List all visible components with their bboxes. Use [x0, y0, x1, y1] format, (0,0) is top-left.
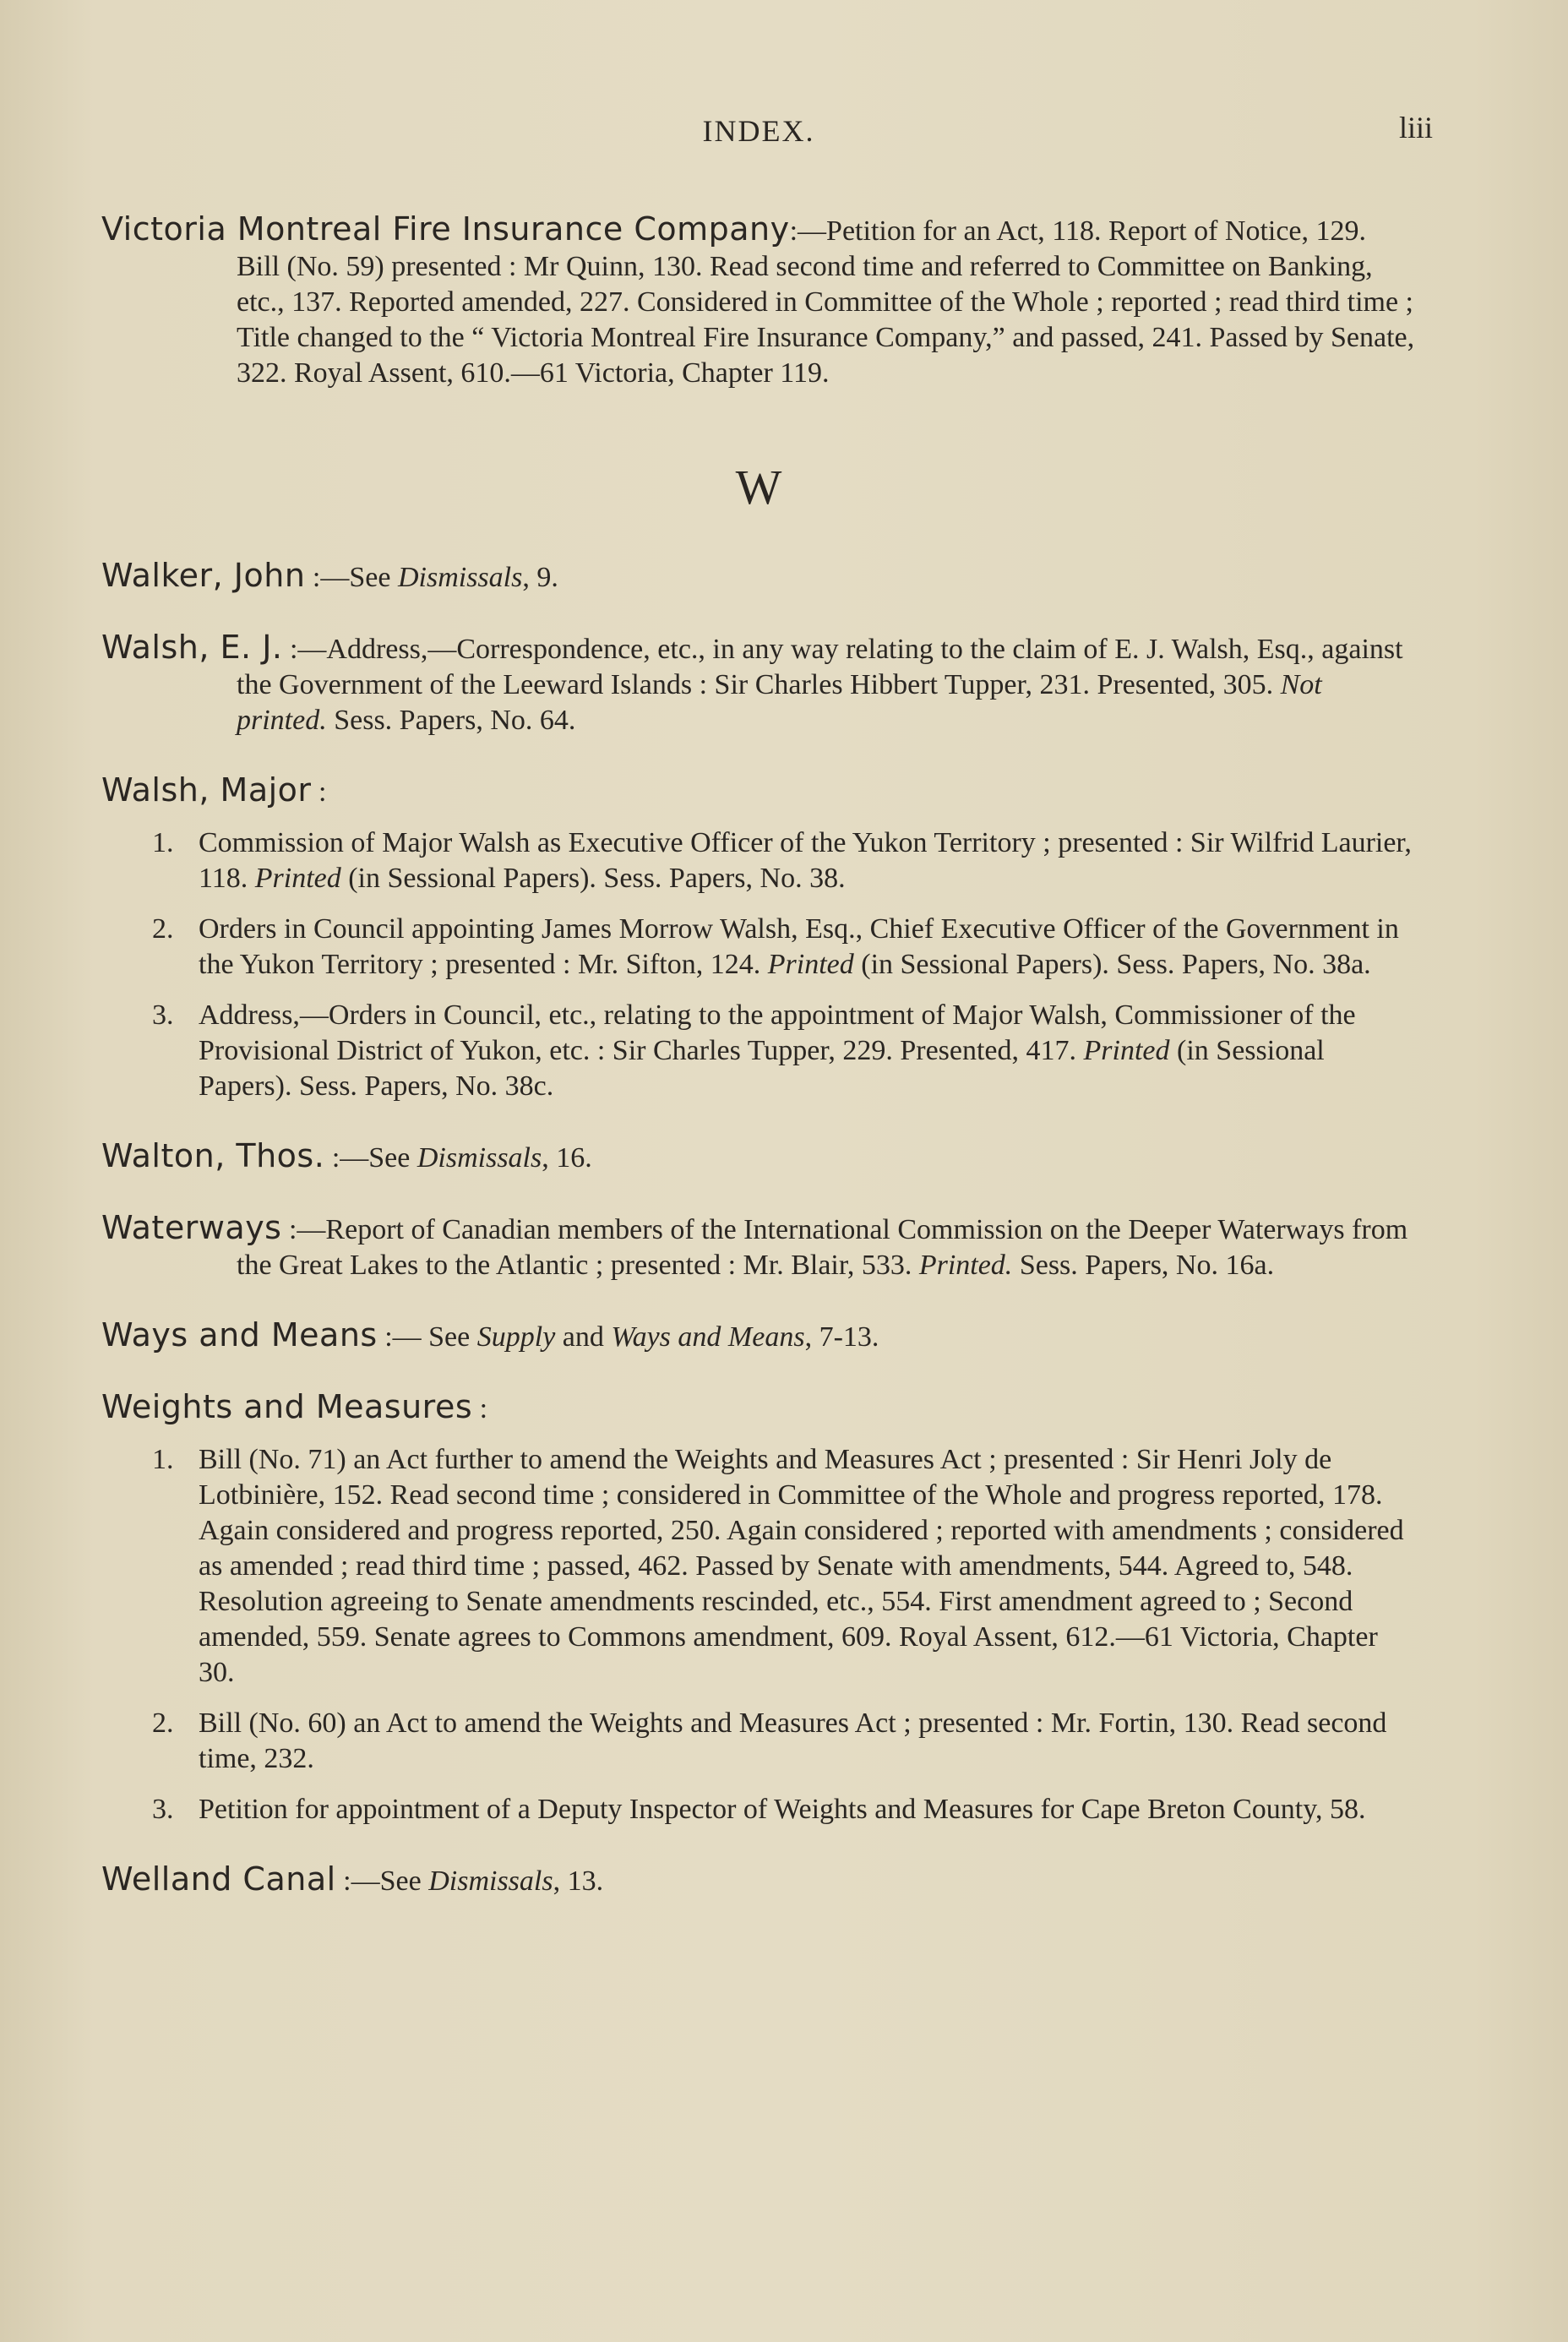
subitem-number: 1.	[152, 827, 174, 858]
subitem-text: Orders in Council appointing James Morrow Walsh, Esq., Chief Executive Officer of the Government in the Yukon Territory ; presented : Mr. Sifton, 124.	[199, 913, 1399, 980]
subitem	[101, 998, 1416, 1104]
entry-heading: Walsh, Major	[101, 771, 312, 809]
entry-text: :—Petition for an Act, 118. Report of Notice, 129. Bill (No. 59) presented : Mr Quinn, 130. Read second time and referred to Committee on Banking, etc., 137. Reported amended, 227. Considered in Committee of the Whole ; reported ; read third time ; Title changed to the “ Victoria Montreal Fire Insurance Company,” and passed, 241. Passed by Senate, 322. Royal Assent, 610.—61 Victoria, Chapter 119.	[237, 215, 1415, 389]
entry-text: , 13.	[553, 1865, 604, 1897]
entry-subitems	[101, 825, 1416, 1104]
subitem	[101, 1706, 1416, 1777]
entry-italic: Dismissals	[416, 1142, 542, 1174]
entry-italic: Dismissals	[428, 1865, 553, 1897]
entry-heading: Welland Canal	[101, 1860, 336, 1898]
entry-subitems	[101, 1442, 1416, 1827]
entry-text: :—Report of Canadian members of the International Commission on the Deeper Waterways from the Great Lakes to the Atlantic ; presented : Mr. Blair, 533.	[237, 1214, 1408, 1281]
index-entry-walsh-major	[101, 772, 1416, 1104]
index-entry-walker	[101, 558, 1416, 596]
entry-italic: Printed.	[918, 1250, 1013, 1281]
page-title: INDEX.	[702, 114, 815, 148]
entry-text: , 7-13.	[804, 1321, 879, 1353]
page-number: liii	[1398, 111, 1433, 144]
subitem-number: 1.	[152, 1444, 174, 1475]
subitem	[101, 825, 1416, 896]
subitem-text: Petition for appointment of a Deputy Inspector of Weights and Measures for Cape Breton County, 58.	[199, 1794, 1366, 1825]
entry-italic: Not printed.	[237, 669, 1322, 736]
index-entry-walsh-ej	[101, 629, 1416, 738]
entry-italic: Supply	[476, 1321, 556, 1353]
entry-text: Sess. Papers, No. 16a.	[1012, 1250, 1275, 1281]
index-entry-waterways	[101, 1210, 1416, 1283]
subitem-text: Address,—Orders in Council, etc., relating to the appointment of Major Walsh, Commissioner of the Provisional District of Yukon, etc. : Sir Charles Tupper, 229. Presented, 417.	[199, 999, 1356, 1066]
subitem-text: (in Sessional Papers). Sess. Papers, No. 38.	[340, 863, 846, 894]
running-head	[101, 101, 1433, 169]
subitem-number: 3.	[152, 999, 174, 1031]
entry-heading: Waterways	[101, 1209, 282, 1246]
index-entry-victoria-montreal	[101, 211, 1416, 391]
index-entry-walton	[101, 1138, 1416, 1176]
index-entry-weights-measures	[101, 1389, 1416, 1827]
subitem-text: Bill (No. 71) an Act further to amend the Weights and Measures Act ; presented : Sir Henri Joly de Lotbinière, 152. Read second time ; considered in Committee of the Whole and progress reported, 178. Again considered and progress reported, 250. Again considered ; reported with amendments ; considered as amended ; read third time ; passed, 462. Passed by Senate with amendments, 544. Agreed to, 548. Resolution agreeing to Senate amendments rescinded, etc., 554. First amendment agreed to ; Second amended, 559. Senate agrees to Commons amendment, 609. Royal Assent, 612.—61 Victoria, Chapter 30.	[199, 1444, 1404, 1688]
entry-text: :—See	[324, 1142, 417, 1174]
subitem-number: 2.	[152, 913, 174, 945]
subitem-text: Commission of Major Walsh as Executive Officer of the Yukon Territory ; presented : Sir Wilfrid Laurier, 118.	[199, 827, 1412, 894]
entry-text: Sess. Papers, No. 64.	[326, 705, 576, 736]
entry-text: , 9.	[522, 562, 558, 593]
entry-heading: Walsh, E. J.	[101, 629, 283, 666]
subitem	[101, 912, 1416, 983]
entry-text: , 16.	[542, 1142, 592, 1174]
subitem	[101, 1442, 1416, 1691]
entry-heading: Walker, John	[101, 557, 306, 594]
entry-text: :—Address,—Correspondence, etc., in any way relating to the claim of E. J. Walsh, Esq., against the Government of the Leeward Islands : Sir Charles Hibbert Tupper, 231. Presented, 305.	[237, 634, 1403, 700]
entry-suffix: :	[311, 776, 327, 808]
index-entry-ways-means	[101, 1317, 1416, 1355]
subitem-italic: Printed	[767, 949, 854, 980]
entry-text: :—See	[305, 562, 398, 593]
entry-heading: Victoria Montreal Fire Insurance Company	[101, 210, 790, 248]
entry-suffix: :	[472, 1393, 488, 1424]
entry-text: :— See	[377, 1321, 477, 1353]
section-letter: W	[735, 460, 782, 515]
entry-heading: Walton, Thos.	[101, 1137, 325, 1174]
index-entry-welland-canal	[101, 1861, 1416, 1899]
entry-italic: Dismissals	[397, 562, 523, 593]
subitem-italic: Printed	[254, 863, 341, 894]
entry-italic: Ways and Means	[611, 1321, 805, 1353]
subitem-text: (in Sessional Papers). Sess. Papers, No. 38a.	[853, 949, 1371, 980]
subitem-text: Bill (No. 60) an Act to amend the Weights and Measures Act ; presented : Mr. Fortin, 130. Read second time, 232.	[199, 1707, 1387, 1774]
entry-heading: Weights and Measures	[101, 1388, 473, 1425]
entry-text: and	[555, 1321, 612, 1353]
subitem	[101, 1792, 1416, 1827]
entry-heading: Ways and Means	[101, 1316, 378, 1353]
subitem-text: (in Sessional Papers). Sess. Papers, No. 38c.	[199, 1035, 1325, 1102]
subitem-number: 2.	[152, 1707, 174, 1739]
subitem-italic: Printed	[1083, 1035, 1170, 1066]
subitem-number: 3.	[152, 1794, 174, 1825]
entry-text: :—See	[335, 1865, 429, 1897]
